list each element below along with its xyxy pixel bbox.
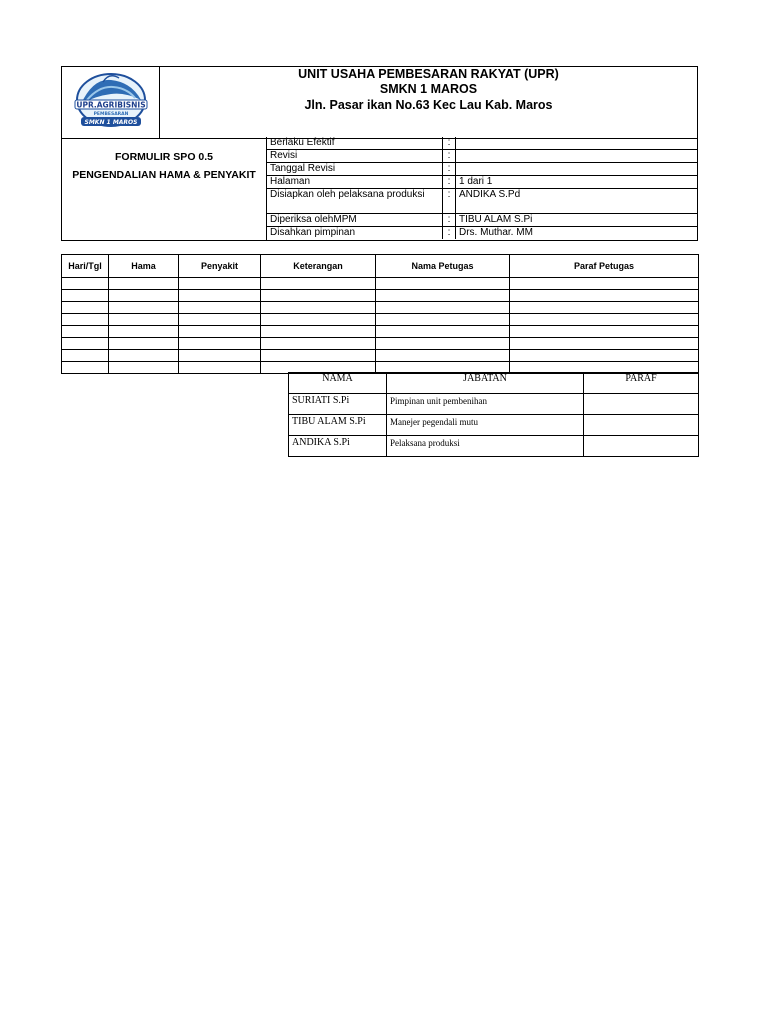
column-header-officer-name: Nama Petugas — [376, 255, 510, 278]
info-value: Drs. Muthar. MM — [459, 227, 533, 238]
logo-text-bottom: SMKN 1 MAROS — [84, 119, 138, 126]
info-row — [267, 150, 697, 163]
document-header — [61, 66, 698, 139]
info-label: Disahkan pimpinan — [270, 227, 356, 238]
signature-row — [289, 436, 699, 457]
pest-control-table — [61, 254, 699, 374]
table-cell[interactable] — [109, 338, 179, 350]
table-cell[interactable] — [109, 290, 179, 302]
table-cell[interactable] — [376, 338, 510, 350]
signature-table — [288, 372, 699, 457]
logo-cell — [62, 67, 160, 138]
table-cell[interactable] — [510, 302, 699, 314]
column-header-position: JABATAN — [387, 373, 584, 394]
table-row — [62, 326, 699, 338]
document-title: UNIT USAHA PEMBESARAN RAKYAT (UPR) — [298, 67, 559, 81]
signature-cell[interactable] — [584, 436, 699, 457]
table-row — [62, 290, 699, 302]
info-colon: : — [442, 163, 456, 175]
table-cell[interactable] — [109, 362, 179, 374]
table-cell[interactable] — [376, 278, 510, 290]
table-cell[interactable] — [62, 290, 109, 302]
table-cell[interactable] — [510, 290, 699, 302]
table-row — [62, 338, 699, 350]
signatory-position: Manejer pegendali mutu — [387, 415, 584, 436]
table-cell[interactable] — [62, 350, 109, 362]
signature-row — [289, 415, 699, 436]
column-header-date: Hari/Tgl — [62, 255, 109, 278]
form-code: FORMULIR SPO 0.5 — [114, 151, 213, 163]
table-cell[interactable] — [261, 338, 376, 350]
table-cell[interactable] — [109, 302, 179, 314]
table-row — [62, 278, 699, 290]
table-cell[interactable] — [179, 362, 261, 374]
table-cell[interactable] — [62, 314, 109, 326]
table-cell[interactable] — [261, 302, 376, 314]
info-rows — [267, 137, 697, 240]
logo-text-top: UPR.AGRIBISNIS — [76, 100, 146, 110]
signatory-name: ANDIKA S.Pi — [289, 436, 387, 457]
table-cell[interactable] — [179, 350, 261, 362]
table-cell[interactable] — [510, 326, 699, 338]
info-row — [267, 189, 697, 214]
info-label: Berlaku Efektif — [270, 137, 335, 148]
table-cell[interactable] — [376, 290, 510, 302]
column-header-officer-signature: Paraf Petugas — [510, 255, 699, 278]
table-cell[interactable] — [376, 302, 510, 314]
info-label: Tanggal Revisi — [270, 163, 336, 174]
info-row — [267, 227, 697, 239]
table-cell[interactable] — [179, 278, 261, 290]
form-name-cell — [62, 137, 267, 240]
info-row — [267, 137, 697, 150]
school-name: SMKN 1 MAROS — [379, 82, 478, 96]
table-cell[interactable] — [510, 350, 699, 362]
info-row — [267, 214, 697, 227]
table-cell[interactable] — [261, 326, 376, 338]
table-cell[interactable] — [62, 338, 109, 350]
info-label: Disiapkan oleh pelaksana produksi — [270, 189, 425, 200]
table-cell[interactable] — [510, 314, 699, 326]
signatory-name: SURIATI S.Pi — [289, 394, 387, 415]
table-cell[interactable] — [62, 326, 109, 338]
info-label: Halaman — [270, 176, 311, 187]
table-cell[interactable] — [261, 290, 376, 302]
table-cell[interactable] — [62, 362, 109, 374]
table-cell[interactable] — [179, 302, 261, 314]
table-cell[interactable] — [109, 350, 179, 362]
column-header-name: NAMA — [289, 373, 387, 394]
info-row — [267, 176, 697, 189]
info-colon: : — [442, 214, 456, 226]
table-row — [62, 350, 699, 362]
table-cell[interactable] — [109, 314, 179, 326]
info-label: Diperiksa olehMPM — [270, 214, 357, 225]
column-header-pest: Hama — [109, 255, 179, 278]
table-cell[interactable] — [261, 350, 376, 362]
column-header-signature: PARAF — [584, 373, 699, 394]
table-cell[interactable] — [510, 338, 699, 350]
column-header-notes: Keterangan — [261, 255, 376, 278]
table-cell[interactable] — [179, 290, 261, 302]
info-colon: : — [442, 150, 456, 162]
table-cell[interactable] — [376, 350, 510, 362]
signature-header-row — [289, 373, 699, 394]
table-cell[interactable] — [62, 278, 109, 290]
signatory-position: Pimpinan unit pembenihan — [387, 394, 584, 415]
info-value: ANDIKA S.Pd — [459, 189, 521, 200]
table-cell[interactable] — [179, 314, 261, 326]
table-cell[interactable] — [109, 278, 179, 290]
table-cell[interactable] — [62, 302, 109, 314]
signatory-name: TIBU ALAM S.Pi — [289, 415, 387, 436]
table-cell[interactable] — [261, 314, 376, 326]
table-row — [62, 302, 699, 314]
logo-text-mid: PEMBESARAN — [93, 112, 129, 117]
table-header-row — [62, 255, 699, 278]
info-colon: : — [442, 137, 456, 149]
title-cell — [160, 67, 697, 138]
upr-agribisnis-logo — [73, 70, 149, 132]
info-colon: : — [442, 189, 456, 213]
info-value: 1 dari 1 — [459, 176, 493, 187]
table-cell[interactable] — [510, 278, 699, 290]
table-cell[interactable] — [261, 278, 376, 290]
table-cell[interactable] — [376, 326, 510, 338]
signature-row — [289, 394, 699, 415]
info-value: TIBU ALAM S.Pi — [459, 214, 533, 225]
signature-cell[interactable] — [584, 415, 699, 436]
table-cell[interactable] — [179, 326, 261, 338]
signatory-position: Pelaksana produksi — [387, 436, 584, 457]
table-row — [62, 314, 699, 326]
table-cell[interactable] — [109, 326, 179, 338]
column-header-disease: Penyakit — [179, 255, 261, 278]
info-row — [267, 163, 697, 176]
signature-cell[interactable] — [584, 394, 699, 415]
form-title: PENGENDALIAN HAMA & PENYAKIT — [72, 169, 256, 181]
school-address: Jln. Pasar ikan No.63 Kec Lau Kab. Maros — [304, 98, 553, 112]
form-info-block — [61, 137, 698, 241]
info-colon: : — [442, 227, 456, 239]
table-cell[interactable] — [179, 338, 261, 350]
info-colon: : — [442, 176, 456, 188]
table-cell[interactable] — [376, 314, 510, 326]
info-label: Revisi — [270, 150, 298, 161]
